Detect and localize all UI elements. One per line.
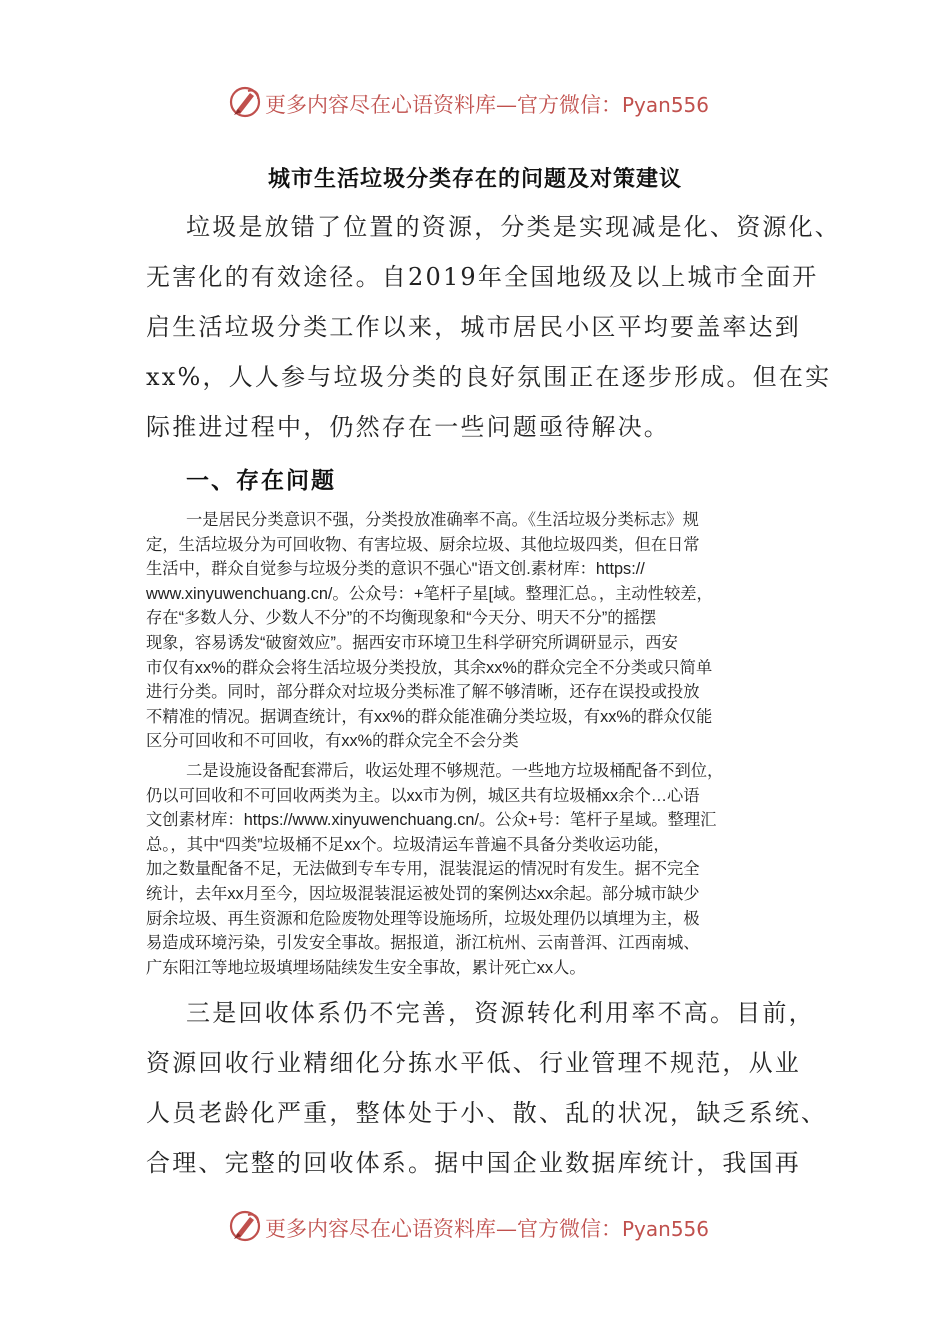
footer-banner <box>0 1207 950 1247</box>
point-three-paragraph <box>146 988 826 1188</box>
pen-circle-logo-icon <box>228 85 262 119</box>
paragraph-line: 不精准的情况。据调查统计，有xx%的群众能准确分类垃圾，有xx%的群众仅能 <box>146 707 713 726</box>
banner-text <box>265 89 709 119</box>
paragraph-line: 仍以可回收和不可回收两类为主。以xx市为例，城区共有垃圾桶xx余个…心语 <box>146 786 700 805</box>
paragraph-line: 文创素材库：https://www.xinyuwenchuang.cn/。公众+号：笔杆子星域。整理汇 <box>146 811 717 830</box>
paragraph-line: 人员老龄化严重，整体处于小、散、乱的状况，缺乏系统、 <box>146 1099 828 1127</box>
paragraph-line: 统计，去年xx月至今，因垃圾混装混运被处罚的案例达xx余起。部分城市缺少 <box>146 884 700 903</box>
paragraph-line: 总。，其中“四类”垃圾桶不足xx个。垃圾清运车普遍不具备分类收运功能， <box>146 835 670 854</box>
paragraph-line: 一是居民分类意识不强，分类投放准确率不高。《生活垃圾分类标志》规 <box>186 511 699 529</box>
header-banner <box>0 83 950 123</box>
intro-line: 垃圾是放错了位置的资源，分类是实现减是化、资源化、 <box>186 213 841 241</box>
intro-line: 启生活垃圾分类工作以来，城市居民小区平均要盖率达到 <box>146 313 801 341</box>
paragraph-line: 存在“多数人分、少数人不分”的不均衡现象和“今天分、明天不分”的摇摆 <box>146 609 657 628</box>
paragraph-line: 进行分类。同时，部分群众对垃圾分类标准了解不够清晰，还存在误投或投放 <box>146 683 700 702</box>
document-title: 城市生活垃圾分类存在的问题及对策建议 <box>267 167 682 192</box>
section-heading: 一、存在问题 <box>186 468 336 494</box>
paragraph-line: 现象，容易诱发“破窗效应”。据西安市环境卫生科学研究所调研显示，西安 <box>146 633 678 652</box>
intro-paragraph <box>146 202 841 452</box>
banner-contact: Pyan556 <box>622 1217 710 1241</box>
paragraph-line: 区分可回收和不可回收，有xx%的群众完全不会分类 <box>146 732 519 751</box>
paragraph-line: 易造成环境污染，引发安全事故。据报道，浙江杭州、云南普洱、江西南城、 <box>146 934 700 953</box>
point-one-paragraph <box>146 508 818 754</box>
banner-slogan: 更多内容尽在心语资料库—官方微信： <box>265 93 622 117</box>
intro-line: 际推进过程中，仍然存在一些问题亟待解决。 <box>146 413 670 441</box>
banner-slogan: 更多内容尽在心语资料库—官方微信： <box>265 1217 622 1241</box>
banner-contact: Pyan556 <box>622 93 710 117</box>
paragraph-line: 定，生活垃圾分为可回收物、有害垃圾、厨余垃圾、其他垃圾四类，但在日常 <box>146 535 700 554</box>
paragraph-line: 资源回收行业精细化分拣水平低、行业管理不规范，从业 <box>146 1049 801 1077</box>
paragraph-line: 加之数量配备不足，无法做到专车专用，混装混运的情况时有发生。据不完全 <box>146 860 700 879</box>
paragraph-line: 二是设施设备配套滞后，收运处理不够规范。一些地方垃圾桶配备不到位， <box>186 762 724 780</box>
intro-line: xx%，人人参与垃圾分类的良好氛围正在逐步形成。但在实 <box>146 363 832 391</box>
paragraph-line: 广东阳江等地垃圾填埋场陆续发生安全事故，累计死亡xx人。 <box>146 958 586 977</box>
paragraph-line: www.xinyuwenchuang.cn/。公众号：+笔杆子星[域。整理汇总。，主动性较差， <box>146 584 713 603</box>
pen-circle-logo-icon <box>228 1209 262 1243</box>
intro-line: 无害化的有效途径。自2019年全国地级及以上城市全面开 <box>146 263 819 291</box>
paragraph-line: 市仅有xx%的群众会将生活垃圾分类投放，其余xx%的群众完全不分类或只简单 <box>146 658 713 677</box>
paragraph-line: 厨余垃圾、再生资源和危险废物处理等设施场所，垃圾处理仍以填埋为主，极 <box>146 909 700 928</box>
banner-text <box>265 1213 709 1243</box>
point-two-paragraph <box>146 759 818 980</box>
paragraph-line: 生活中，群众自觉参与垃圾分类的意识不强心"语文创.素材库：https:// <box>146 560 645 579</box>
paragraph-line: 合理、完整的回收体系。据中国企业数据库统计，我国再 <box>146 1149 801 1177</box>
paragraph-line: 三是回收体系仍不完善，资源转化利用率不高。目前， <box>186 999 815 1027</box>
